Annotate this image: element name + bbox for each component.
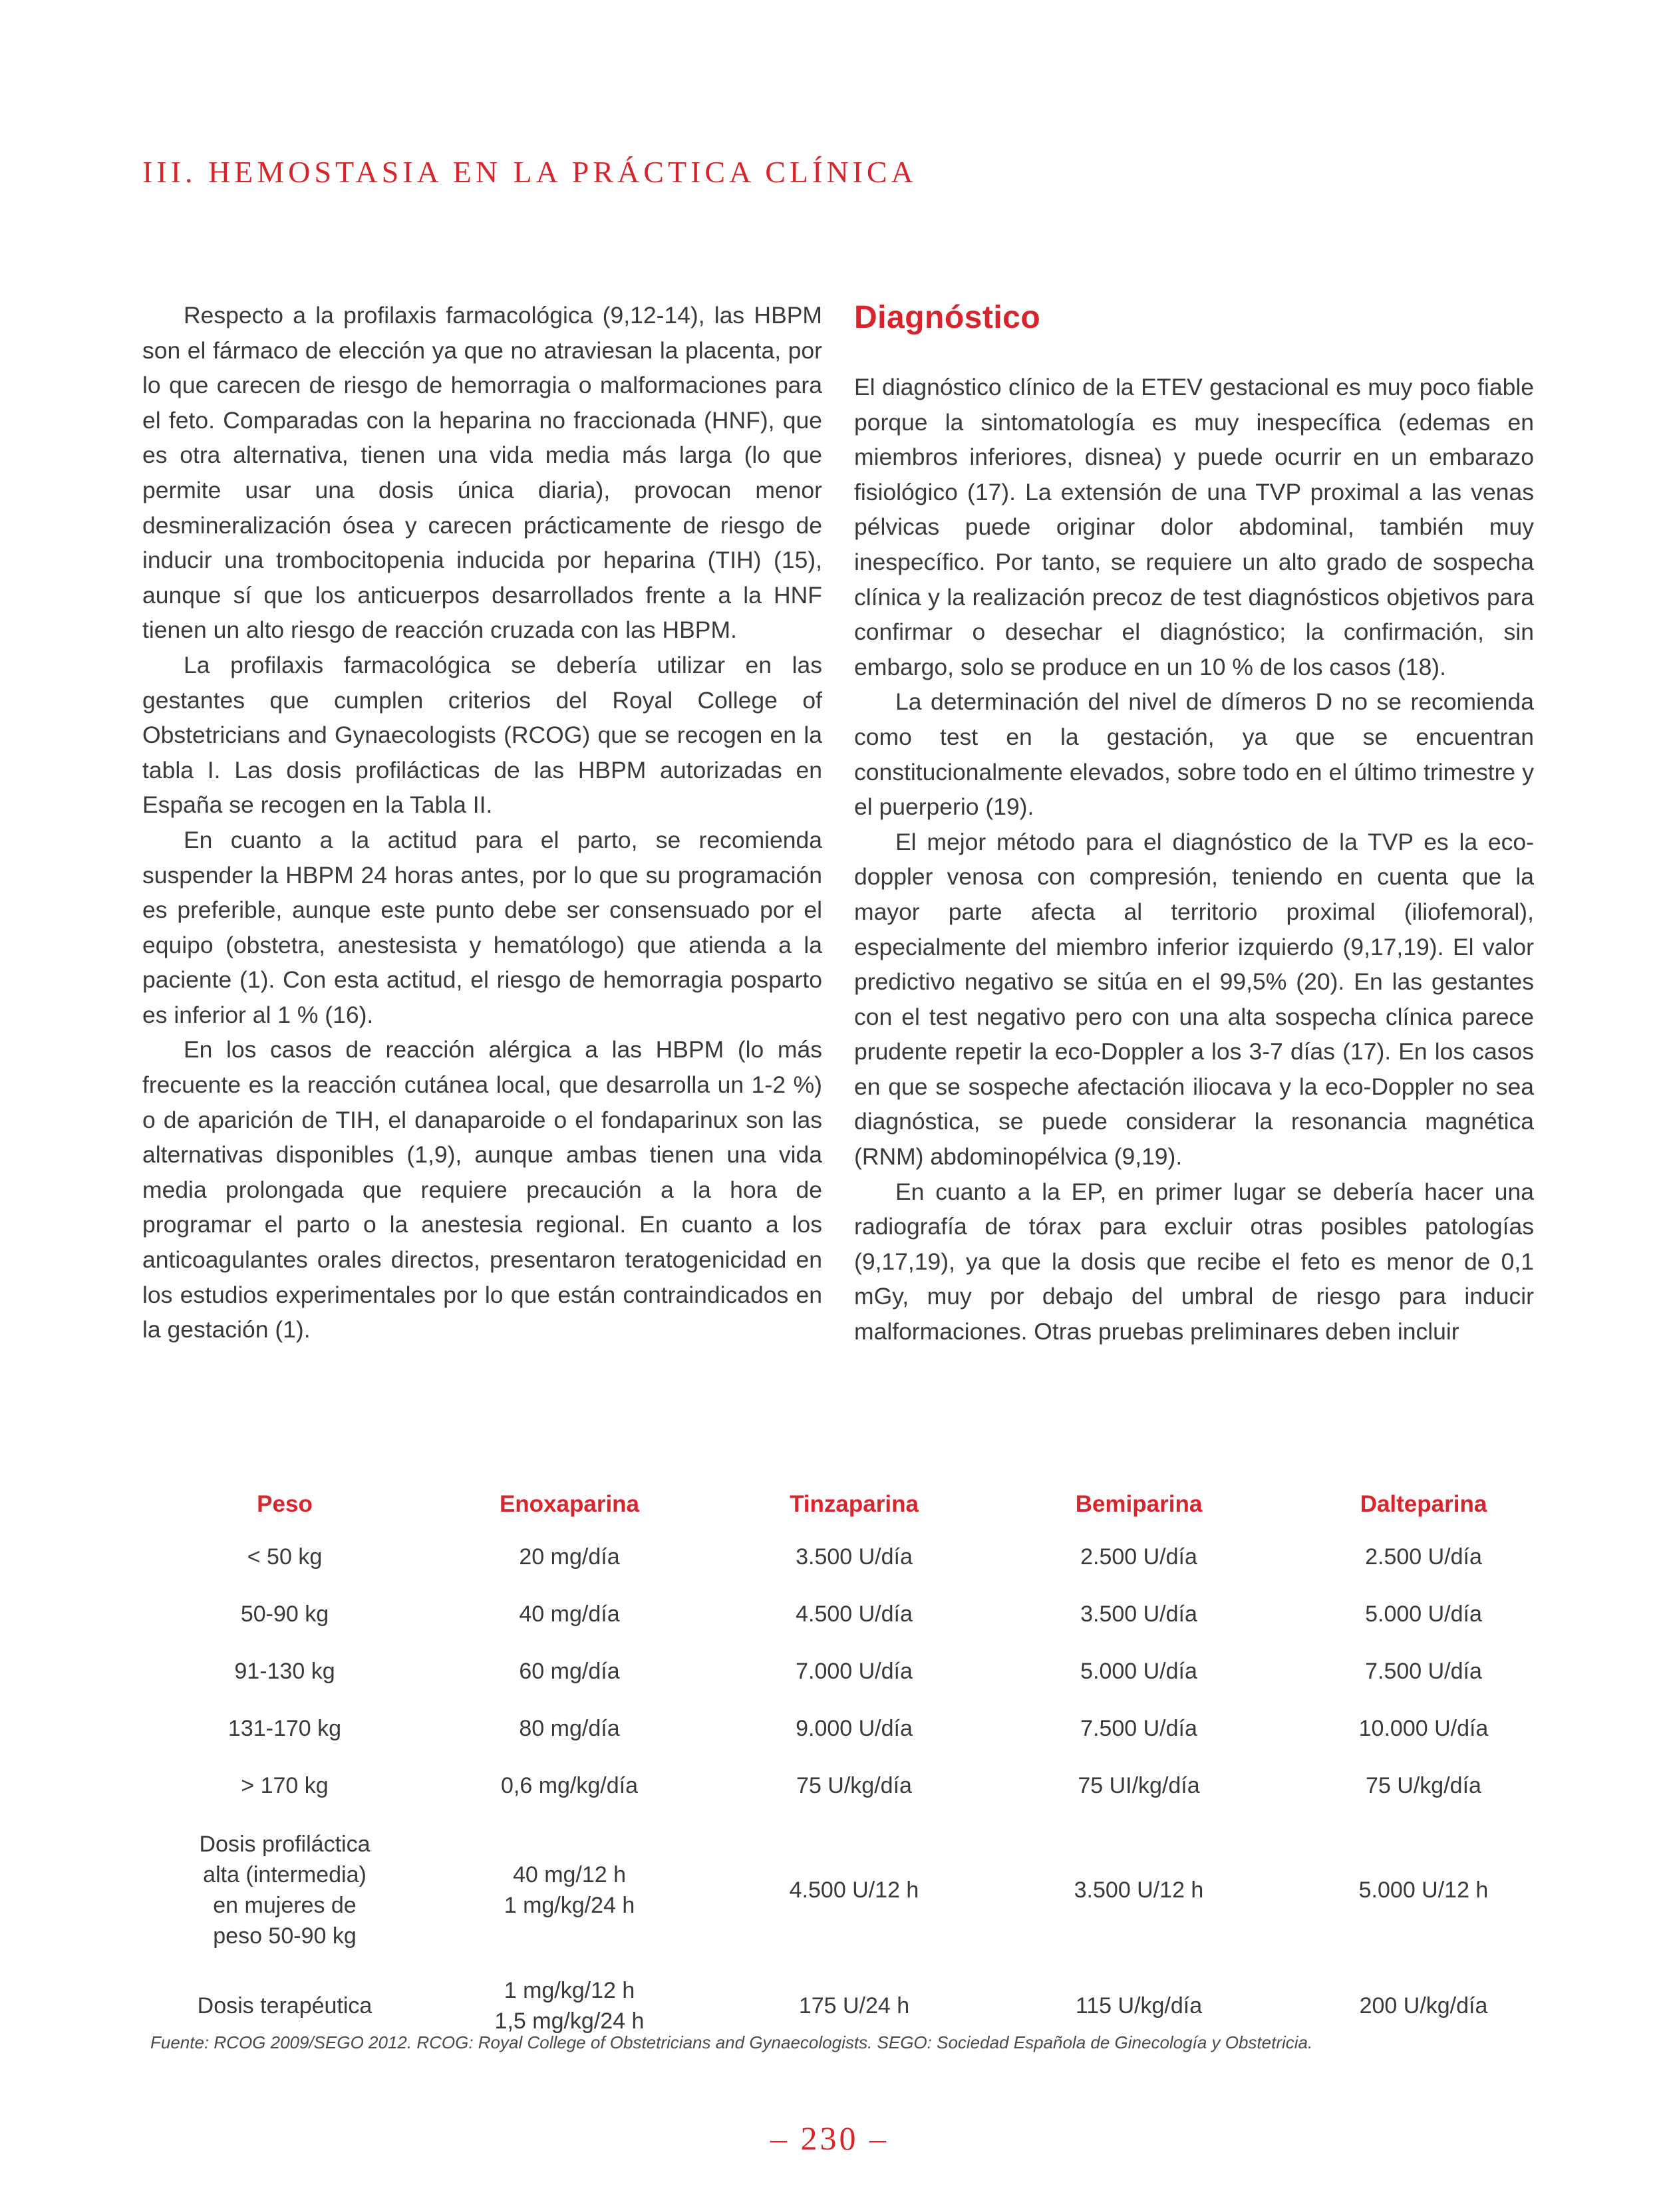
- table-cell: 0,6 mg/kg/día: [500, 1773, 638, 1798]
- table-cell: 80 mg/día: [519, 1716, 620, 1741]
- table-cell: 75 UI/kg/día: [1078, 1773, 1200, 1798]
- section-heading: Diagnóstico: [854, 300, 1041, 335]
- table-cell: 1 mg/kg/12 h 1,5 mg/kg/24 h: [494, 1978, 645, 2034]
- table-cell: 40 mg/día: [519, 1601, 620, 1627]
- left-column: [142, 298, 822, 1347]
- table-cell: 75 U/kg/día: [796, 1773, 912, 1798]
- column-header-bemiparina: Bemiparina: [1075, 1491, 1203, 1517]
- table-row: [142, 1814, 1566, 1966]
- table-cell: > 170 kg: [241, 1773, 329, 1798]
- column-header-enoxaparina: Enoxaparina: [499, 1491, 640, 1517]
- table-row: [142, 1586, 1566, 1643]
- table-cell: 60 mg/día: [519, 1659, 620, 1684]
- table-cell: 50-90 kg: [240, 1601, 329, 1627]
- column-header-dalteparina: Dalteparina: [1360, 1491, 1487, 1517]
- paragraph: En los casos de reacción alérgica a las HBPM (lo más frecuente es la reacción cutánea local, que desarrolla un 1-2 %) o de aparición de TIH, el danaparoide o el fondaparinux son las alternativas disponibles (1,9), aunque ambas tienen una vida media prolongada que requiere precaución a la hora de programar el parto o la anestesia regional. En cuanto a los anticoagulantes orales directos, presentaron teratogenicidad en los estudios experimentales por lo que están contraindicados en la gestación (1).: [142, 1036, 822, 1343]
- table-cell: Dosis terapéutica: [197, 1993, 373, 2018]
- table-cell: 2.500 U/día: [1080, 1544, 1197, 1570]
- table-cell: 131-170 kg: [227, 1716, 342, 1741]
- column-header-tinzaparina: Tinzaparina: [790, 1491, 919, 1517]
- table-cell: 7.500 U/día: [1080, 1716, 1197, 1741]
- table-cell: 200 U/kg/día: [1359, 1993, 1488, 2018]
- paragraph: La profilaxis farmacológica se debería utilizar en las gestantes que cumplen criterios del Royal College of Obstetricians and Gynaecologists (RCOG) que se recogen en la tabla I. Las dosis profilácticas de las HBPM autorizadas en España se recogen en la Tabla II.: [142, 651, 822, 819]
- table-cell: 20 mg/día: [519, 1544, 620, 1570]
- table-cell: Dosis profiláctica alta (intermedia) en mujeres de peso 50-90 kg: [199, 1832, 371, 1949]
- table-row: [142, 1643, 1566, 1700]
- table-cell: 91-130 kg: [234, 1659, 335, 1684]
- paragraph: Respecto a la profilaxis farmacológica (9,12-14), las HBPM son el fármaco de elección ya que no atraviesan la placenta, por lo que carecen de riesgo de hemorragia o malformaciones para el feto. Comparadas con la heparina no fraccionada (HNF), que es otra alternativa, tienen una vida media más larga (lo que permite usar una dosis única diaria), provocan menor desmineralización ósea y carecen prácticamente de riesgo de inducir una trombocitopenia inducida por heparina (TIH) (15), aunque sí que los anticuerpos desarrollados frente a la HNF tienen un alto riesgo de reacción cruzada con las HBPM.: [142, 302, 822, 644]
- page-number: – 230 –: [770, 2120, 889, 2157]
- column-header-peso: Peso: [257, 1491, 313, 1517]
- table-cell: 4.500 U/12 h: [789, 1877, 919, 1903]
- table-row: [142, 1700, 1566, 1757]
- table-cell: 2.500 U/día: [1365, 1544, 1482, 1570]
- dosage-table: [142, 1480, 1566, 2046]
- paragraph: La determinación del nivel de dímeros D no se recomienda como test en la gestación, ya que se encuentran constitucionalmente elevados, sobre todo en el último trimestre y el puerperio (19).: [854, 688, 1534, 821]
- table-cell: 3.500 U/día: [1080, 1601, 1197, 1627]
- table-cell: 75 U/kg/día: [1366, 1773, 1481, 1798]
- table-cell: 3.500 U/día: [796, 1544, 913, 1570]
- table-cell: 4.500 U/día: [796, 1601, 913, 1627]
- table-cell: 5.000 U/12 h: [1358, 1877, 1489, 1903]
- table-cell: 175 U/24 h: [798, 1993, 910, 2018]
- paragraph: En cuanto a la EP, en primer lugar se debería hacer una radiografía de tórax para excluir otras posibles patologías (9,17,19), ya que la dosis que recibe el feto es menor de 0,1 mGy, muy por debajo del umbral de riesgo para inducir malformaciones. Otras pruebas preliminares deben incluir: [854, 1178, 1534, 1345]
- table-cell: 5.000 U/día: [1080, 1659, 1197, 1684]
- table-row: [142, 1528, 1566, 1586]
- table-cell: 7.000 U/día: [796, 1659, 913, 1684]
- table-cell: < 50 kg: [247, 1544, 323, 1570]
- table-cell: 10.000 U/día: [1358, 1716, 1489, 1741]
- table-cell: 3.500 U/12 h: [1074, 1877, 1204, 1903]
- table-cell: 7.500 U/día: [1365, 1659, 1482, 1684]
- paragraph: En cuanto a la actitud para el parto, se recomienda suspender la HBPM 24 horas antes, por lo que su programación es preferible, aunque este punto debe ser consensuado por el equipo (obstetra, anestesista y hematólogo) que atienda a la paciente (1). Con esta actitud, el riesgo de hemorragia posparto es inferior al 1 % (16).: [142, 826, 822, 1028]
- table-footnote: Fuente: RCOG 2009/SEGO 2012. RCOG: Royal College of Obstetricians and Gynaecologists. SEGO: Sociedad Española de Ginecología y Obstetricia.: [150, 2032, 1313, 2052]
- table-cell: 115 U/kg/día: [1075, 1993, 1203, 2018]
- table-header-row: [142, 1480, 1566, 1528]
- paragraph: El diagnóstico clínico de la ETEV gestacional es muy poco fiable porque la sintomatología es muy inespecífica (edemas en miembros inferiores, disnea) y puede ocurrir en un embarazo fisiológico (17). La extensión de una TVP proximal a las venas pélvicas puede originar dolor abdominal, también muy inespecífico. Por tanto, se requiere un alto grado de sospecha clínica y la realización precoz de test diagnósticos objetivos para confirmar o desechar el diagnóstico; la confirmación, sin embargo, solo se produce en un 10 % de los casos (18).: [854, 374, 1534, 680]
- paragraph: El mejor método para el diagnóstico de la TVP es la eco-doppler venosa con compresión, teniendo en cuenta que la mayor parte afecta al territorio proximal (iliofemoral), especialmente del miembro inferior izquierdo (9,17,19). El valor predictivo negativo se sitúa en el 99,5% (20). En las gestantes con el test negativo pero con una alta sospecha clínica parece prudente repetir la eco-Doppler a los 3-7 días (17). En los casos en que se sospeche afectación iliocava y la eco-Doppler no sea diagnóstica, se puede considerar la resonancia magnética (RNM) abdominopélvica (9,19).: [854, 828, 1534, 1171]
- table-cell: 40 mg/12 h 1 mg/kg/24 h: [504, 1862, 635, 1918]
- table-cell: 5.000 U/día: [1365, 1601, 1482, 1627]
- section-header: III. HEMOSTASIA EN LA PRÁCTICA CLÍNICA: [142, 155, 917, 189]
- table-row: [142, 1757, 1566, 1814]
- right-column: [854, 298, 1534, 1349]
- table-cell: 9.000 U/día: [796, 1716, 913, 1741]
